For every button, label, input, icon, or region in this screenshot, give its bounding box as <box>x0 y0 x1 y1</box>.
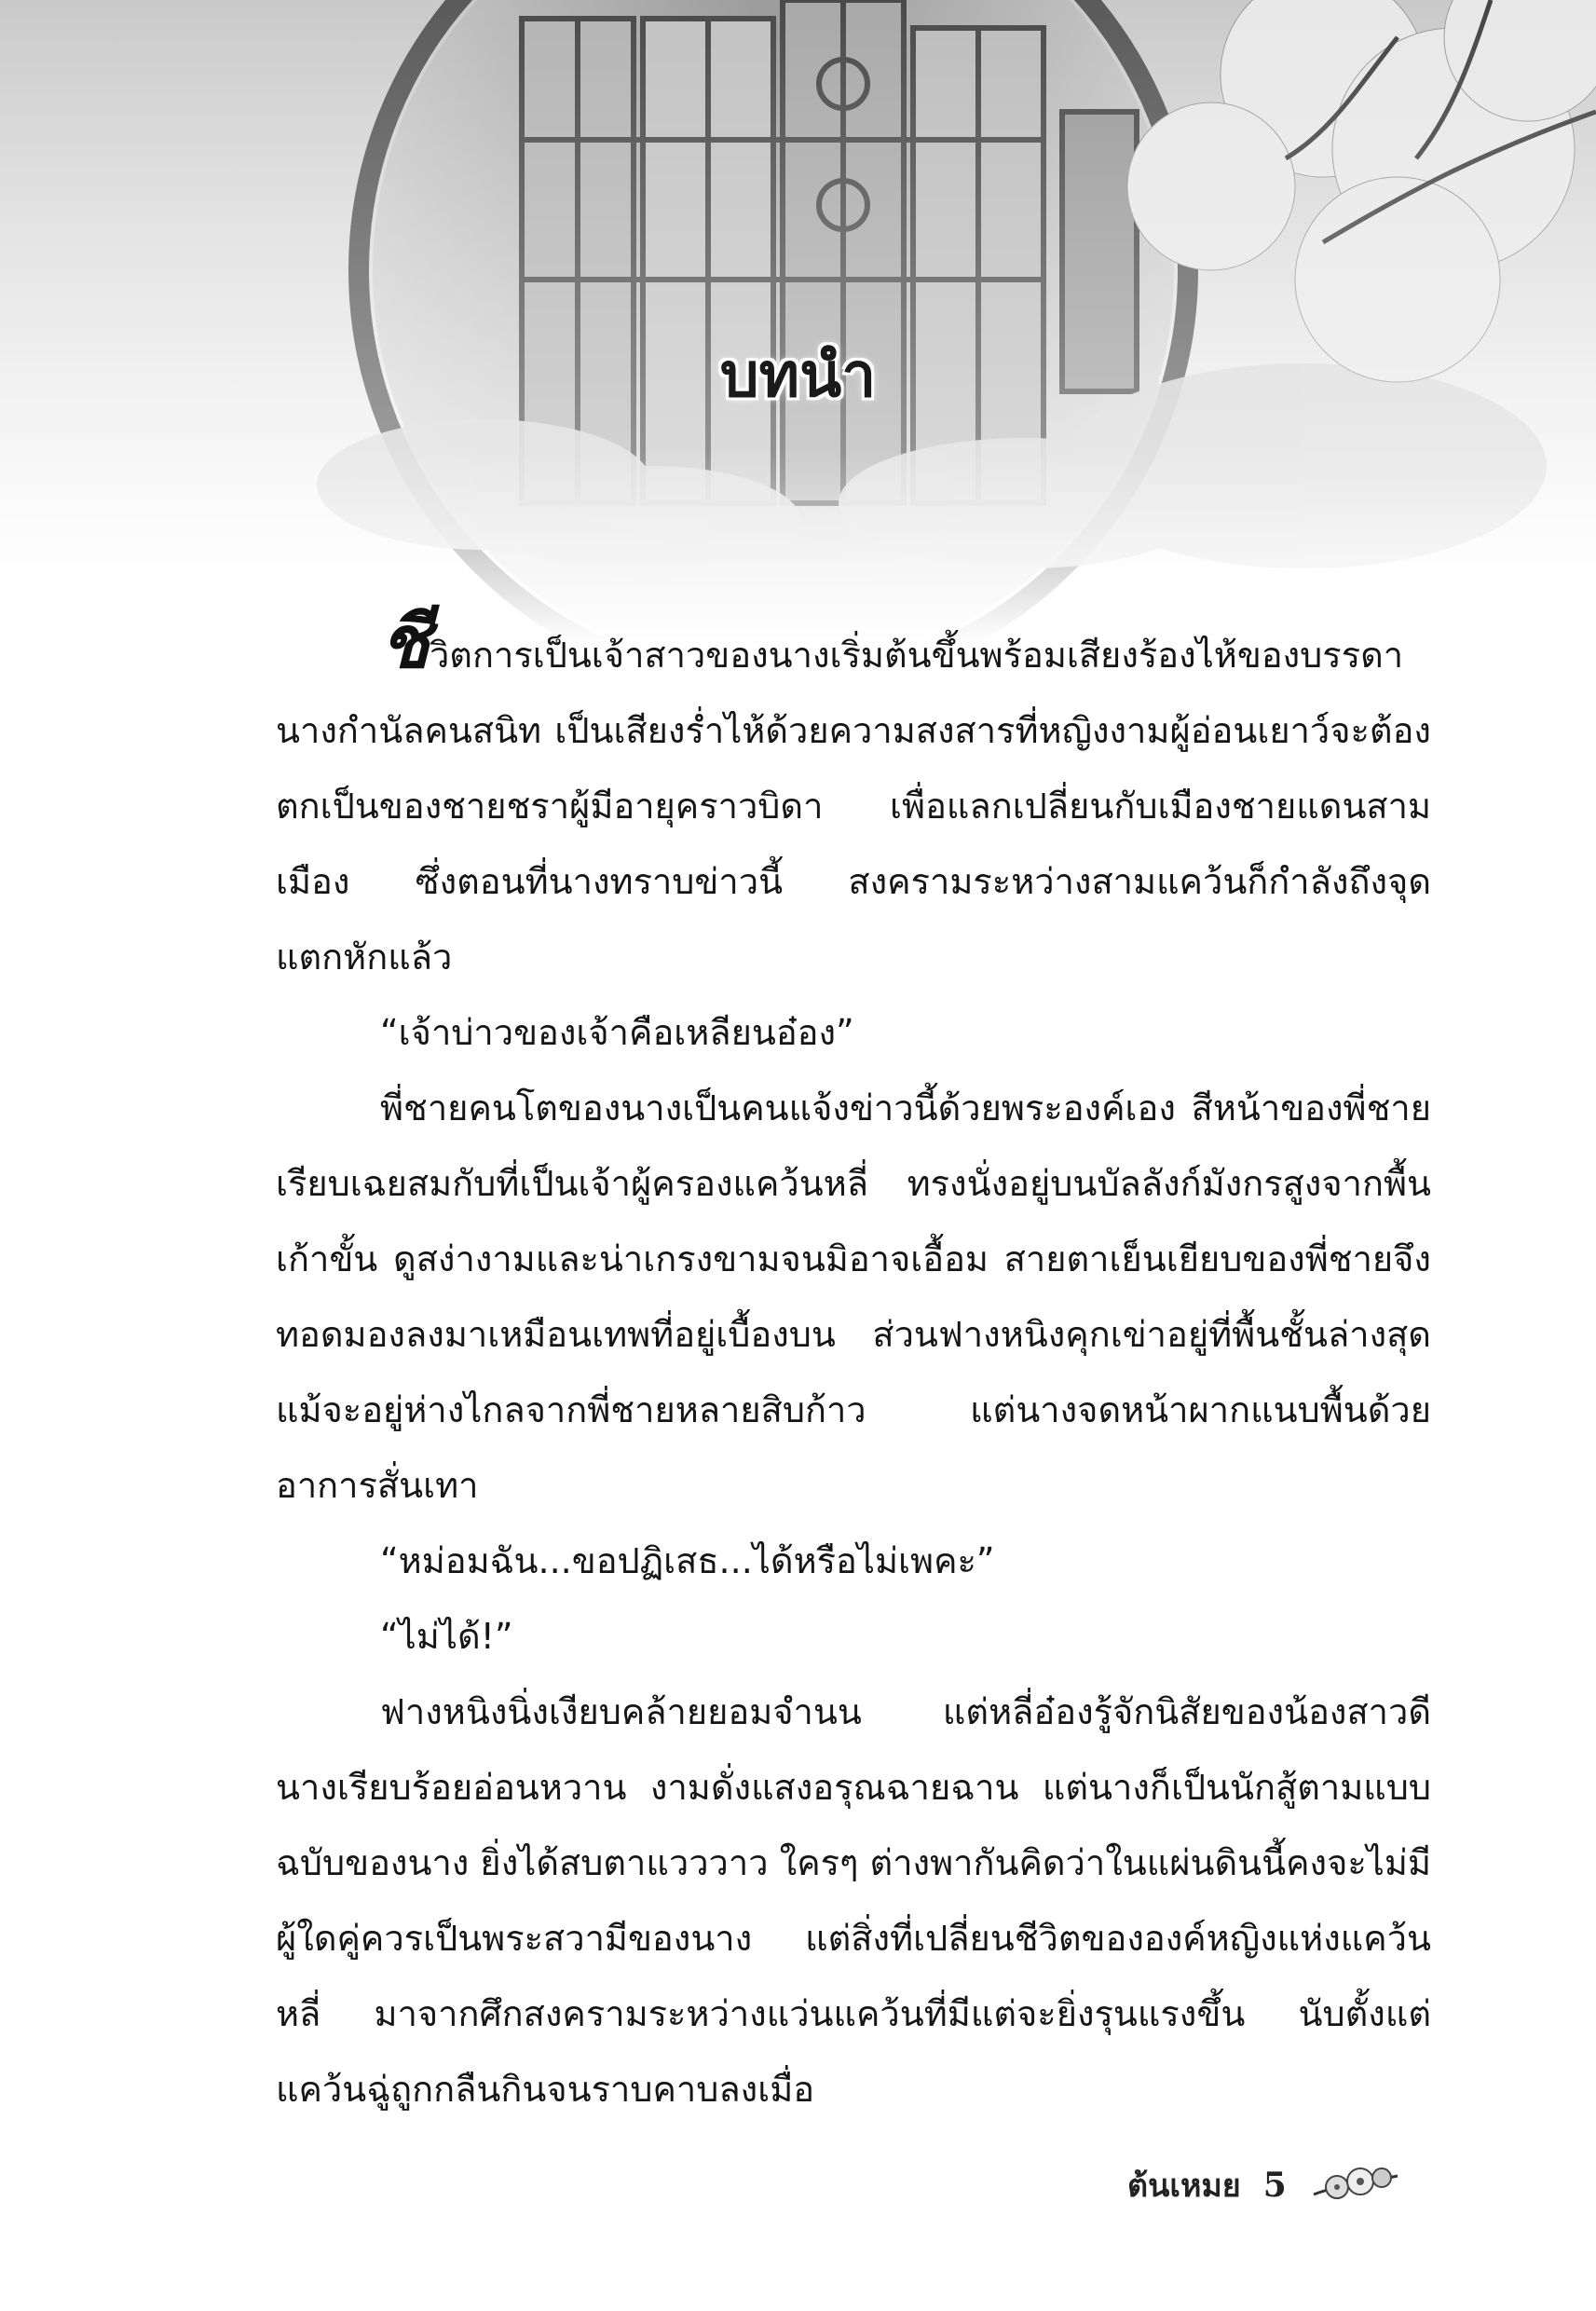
drop-cap: ชี <box>380 600 430 685</box>
paragraph-text: วิตการเป็นเจ้าสาวของนางเริ่มต้นขึ้นพร้อมเสียงร้องไห้ของบรรดานางกำนัลคนสนิท เป็นเสียงร่ำไห้ด้วยความสงสารที่หญิงงามผู้อ่อนเยาว์จะต้องตกเป็นของชายชราผู้มีอายุคราวบิดา เพื่อแลกเปลี่ยนกับเมืองชายแดนสามเมือง ซึ่งตอนที่นางทราบข่าวนี้ สงครามระหว่างสามแคว้นก็กำลังถึงจุดแตกหักแล้ว <box>276 635 1431 978</box>
header-illustration <box>0 0 1596 643</box>
moon-gate-illustration <box>0 0 1596 643</box>
dialogue-line: “เจ้าบ่าวของเจ้าคือเหลียนอ๋อง” <box>380 1012 854 1053</box>
plum-blossom-branch-icon <box>1309 2157 1402 2213</box>
page-footer <box>1127 2157 1402 2213</box>
book-title: ต้นเหมย <box>1127 2167 1241 2205</box>
chapter-title: บทนำ <box>719 338 877 411</box>
dialogue-line: “หม่อมฉัน...ขอปฏิเสธ...ได้หรือไม่เพคะ” <box>380 1540 995 1581</box>
paragraph: ฟางหนิงนิ่งเงียบคล้ายยอมจำนน แต่หลี่อ๋องรู้จักนิสัยของน้องสาวดี นางเรียบร้อยอ่อนหวาน งามดั่งแสงอรุณฉายฉาน แต่นางก็เป็นนักสู้ตามแบบฉบับของนาง ยิ่งได้สบตาแวววาว ใครๆ ต่างพากันคิดว่าในแผ่นดินนี้คงจะไม่มีผู้ใดคู่ควรเป็นพระสวามีของนาง แต่สิ่งที่เปลี่ยนชีวิตขององค์หญิงแห่งแคว้นหลี่ มาจากศึกสงครามระหว่างแว่นแคว้นที่มีแต่จะยิ่งรุนแรงขึ้น นับตั้งแต่แคว้นฉู่ถูกกลืนกินจนราบคาบลงเมื่อ <box>276 1691 1431 2110</box>
dialogue-line: “ไม่ได้!” <box>380 1616 513 1657</box>
paragraph <box>276 600 1431 995</box>
paragraph: พี่ชายคนโตของนางเป็นคนแจ้งข่าวนี้ด้วยพระองค์เอง สีหน้าของพี่ชายเรียบเฉยสมกับที่เป็นเจ้าผู้ครองแคว้นหลี่ ทรงนั่งอยู่บนบัลลังก์มังกรสูงจากพื้นเก้าขั้น ดูสง่างามและน่าเกรงขามจนมิอาจเอื้อม สายตาเย็นเยียบของพี่ชายจึงทอดมองลงมาเหมือนเทพที่อยู่เบื้องบน ส่วนฟางหนิงคุกเข่าอยู่ที่พื้นชั้นล่างสุด แม้จะอยู่ห่างไกลจากพี่ชายหลายสิบก้าว แต่นางจดหน้าผากแนบพื้นด้วยอาการสั่นเทา <box>276 1087 1431 1506</box>
chapter-body <box>276 600 1431 2127</box>
page-number: 5 <box>1262 2166 1287 2205</box>
